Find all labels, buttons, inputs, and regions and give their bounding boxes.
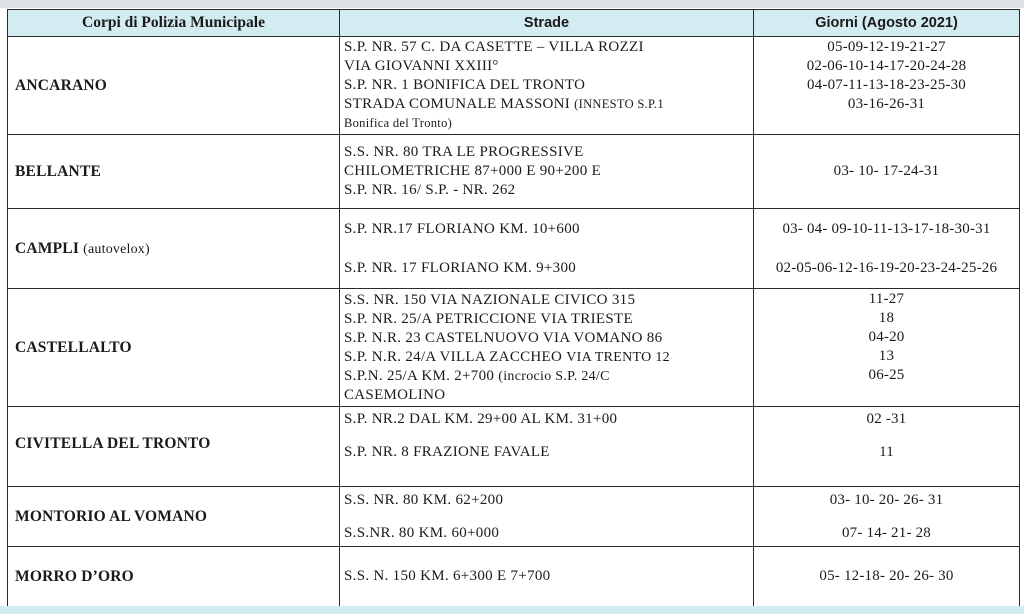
corpo-name: CAMPLI [15, 239, 80, 257]
strade-cell [340, 209, 754, 289]
column-header-corpi: Corpi di Polizia Municipale [8, 10, 340, 37]
giorni-cell [754, 289, 1020, 407]
corpo-cell: MONTORIO AL VOMANO [8, 487, 340, 547]
giorni-line: 03-16-26-31 [847, 96, 926, 112]
strada-line: S.P. NR. 16/ S.P. - NR. 262 [344, 182, 516, 198]
corpo-cell: CIVITELLA DEL TRONTO [8, 407, 340, 487]
strada-line: S.S. N. 150 KM. 6+300 E 7+700 [344, 568, 551, 584]
strade-cell [340, 547, 754, 607]
giorni-line: 05-09-12-19-21-27 [827, 39, 946, 55]
strada-line: S.P. N.R. 23 CASTELNUOVO VIA VOMANO 86 [344, 329, 663, 346]
strada-line: S.P. NR.2 DAL KM. 29+00 AL KM. 31+00 [344, 411, 618, 427]
column-header-giorni: Giorni (Agosto 2021) [754, 10, 1020, 37]
strada-line: S.S. NR. 150 VIA NAZIONALE CIVICO 315 [344, 291, 636, 308]
strade-cell [340, 289, 754, 407]
giorni-line: 03- 04- 09-10-11-13-17-18-30-31 [782, 220, 991, 237]
strada-line: S.S.NR. 80 KM. 60+000 [344, 524, 500, 541]
strada-line: VIA GIOVANNI XXIII° [344, 58, 499, 74]
giorni-line: 11-27 [868, 291, 905, 307]
column-header-strade: Strade [340, 10, 754, 37]
strada-line: S.P. NR. 8 FRAZIONE FAVALE [344, 444, 550, 460]
strada-line: S.P. NR. 17 FLORIANO KM. 9+300 [344, 259, 577, 276]
giorni-line: 18 [878, 310, 895, 326]
corpo-cell: CASTELLALTO [8, 289, 340, 407]
strada-line: S.S. NR. 80 TRA LE PROGRESSIVE [344, 144, 584, 160]
giorni-line: 11 [879, 444, 894, 460]
table-row [8, 547, 1020, 607]
table-row [8, 135, 1020, 209]
table-row [8, 209, 1020, 289]
giorni-line: 02-06-10-14-17-20-24-28 [806, 58, 967, 74]
strada-line: S.P. N.R. 24/A VILLA ZACCHEO VIA TRENTO 12 [344, 348, 670, 365]
corpo-cell [8, 209, 340, 289]
strada-line: STRADA COMUNALE MASSONI (INNESTO S.P.1 [344, 96, 664, 112]
giorni-line: 03- 10- 20- 26- 31 [829, 491, 944, 508]
giorni-line: 02 -31 [866, 411, 907, 427]
giorni-cell [754, 37, 1020, 135]
giorni-line: 06-25 [868, 367, 905, 383]
giorni-cell [754, 487, 1020, 547]
corpo-cell: MORRO D’ORO [8, 547, 340, 607]
strade-cell [340, 37, 754, 135]
table-row [8, 37, 1020, 135]
strade-cell [340, 135, 754, 209]
strada-line: CHILOMETRICHE 87+000 E 90+200 E [344, 163, 602, 179]
strada-line: S.P. NR. 1 BONIFICA DEL TRONTO [344, 77, 586, 93]
corpo-cell: ANCARANO [8, 37, 340, 135]
giorni-line: 05- 12-18- 20- 26- 30 [819, 568, 954, 584]
giorni-line: 02-05-06-12-16-19-20-23-24-25-26 [775, 259, 998, 276]
strada-line: Bonifica del Tronto) [344, 116, 453, 130]
strade-cell [340, 487, 754, 547]
giorni-cell [754, 135, 1020, 209]
top-strip [0, 0, 1024, 8]
strade-cell [340, 407, 754, 487]
schedule-table [7, 9, 1020, 607]
corpo-note: (autovelox) [83, 241, 150, 257]
giorni-cell [754, 547, 1020, 607]
giorni-cell [754, 209, 1020, 289]
giorni-line: 07- 14- 21- 28 [841, 524, 932, 541]
strada-line: S.P. NR. 57 C. DA CASETTE – VILLA ROZZI [344, 39, 644, 55]
giorni-line: 04-07-11-13-18-23-25-30 [806, 77, 966, 93]
table-row [8, 289, 1020, 407]
giorni-line: 13 [878, 348, 895, 364]
strada-line: S.S. NR. 80 KM. 62+200 [344, 491, 504, 508]
table-row [8, 407, 1020, 487]
strada-line: S.P. NR. 25/A PETRICCIONE VIA TRIESTE [344, 310, 633, 327]
bottom-strip [0, 606, 1024, 614]
corpo-cell: BELLANTE [8, 135, 340, 209]
table-header-row [8, 10, 1020, 37]
strada-line: CASEMOLINO [344, 386, 446, 403]
giorni-line: 03- 10- 17-24-31 [833, 163, 940, 179]
table-row [8, 487, 1020, 547]
strada-line: S.P. NR.17 FLORIANO KM. 10+600 [344, 220, 580, 237]
giorni-line: 04-20 [868, 329, 905, 345]
strada-line: S.P.N. 25/A KM. 2+700 (incrocio S.P. 24/C [344, 367, 610, 384]
giorni-cell [754, 407, 1020, 487]
